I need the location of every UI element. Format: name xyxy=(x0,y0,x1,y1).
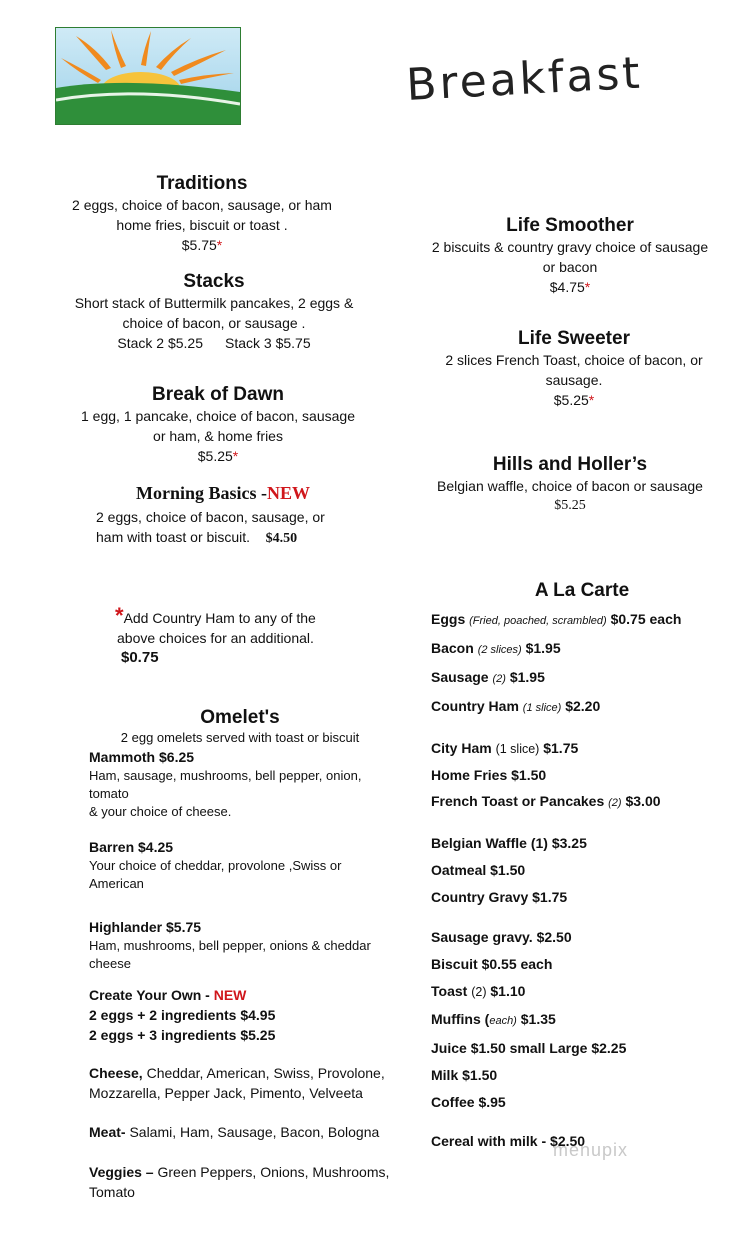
list-item: Country Gravy $1.75 xyxy=(431,889,568,905)
list-item: Home Fries $1.50 xyxy=(431,767,547,783)
life-smoother-line2: or bacon xyxy=(542,259,598,275)
life-sweeter-price: $5.25 xyxy=(553,392,589,408)
sun-logo xyxy=(55,27,241,125)
morning-basics-name: Morning Basics - xyxy=(136,483,268,503)
barren-title: Barren $4.25 xyxy=(89,839,174,855)
life-smoother-line1: 2 biscuits & country gravy choice of sausage xyxy=(431,239,709,255)
hills-price: $5.25 xyxy=(554,498,586,513)
list-item: Sausage (2) $1.95 xyxy=(431,669,545,685)
veggies-line2: Tomato xyxy=(89,1184,135,1200)
break-of-dawn-price: $5.25 xyxy=(197,448,233,464)
cheese-label: Cheese, xyxy=(89,1065,143,1081)
cheese-line1: Cheddar, American, Swiss, Provolone, xyxy=(142,1065,385,1081)
morning-basics-title xyxy=(136,483,310,504)
morning-basics-line1: 2 eggs, choice of bacon, sausage, or xyxy=(96,509,325,525)
life-smoother-price: $4.75 xyxy=(549,279,585,295)
create-title: Create Your Own - xyxy=(89,987,214,1003)
note-line2: above choices for an additional. xyxy=(117,630,314,646)
sunrise-icon xyxy=(56,28,240,124)
mammoth-line1: Ham, sausage, mushrooms, bell pepper, onion, tomato xyxy=(89,768,362,801)
life-sweeter-section xyxy=(424,328,724,410)
hills-section xyxy=(420,454,720,516)
break-of-dawn-section xyxy=(68,384,368,466)
morning-basics-line2: ham with toast or biscuit. xyxy=(96,529,251,545)
stacks-line1: Short stack of Buttermilk pancakes, 2 eggs & xyxy=(74,295,354,311)
create-line1: 2 eggs + 2 ingredients $4.95 xyxy=(89,1007,276,1023)
life-sweeter-line2: sausage. xyxy=(545,372,603,388)
list-item: Juice $1.50 small Large $2.25 xyxy=(431,1040,627,1056)
life-smoother-section xyxy=(420,215,720,297)
list-item: Belgian Waffle (1) $3.25 xyxy=(431,835,587,851)
list-item: French Toast or Pancakes (2) $3.00 xyxy=(431,793,661,809)
a-la-carte-list xyxy=(431,609,741,1151)
mammoth-line2: & your choice of cheese. xyxy=(89,804,232,819)
break-of-dawn-line2: or ham, & home fries xyxy=(153,428,283,444)
traditions-price: $5.75 xyxy=(181,237,217,253)
list-item: Bacon (2 slices) $1.95 xyxy=(431,640,561,656)
note-line1: Add Country Ham to any of the xyxy=(123,610,316,626)
traditions-section xyxy=(52,173,352,255)
hills-title: Hills and Holler’s xyxy=(492,454,648,475)
morning-basics-price: $4.50 xyxy=(265,531,298,546)
stacks-title: Stacks xyxy=(183,271,245,292)
veggies-label: Veggies – xyxy=(89,1164,154,1180)
list-item: Sausage gravy. $2.50 xyxy=(431,929,572,945)
life-sweeter-title: Life Sweeter xyxy=(518,328,630,349)
omelets-list xyxy=(89,747,399,1202)
country-ham-note xyxy=(115,603,355,668)
traditions-title: Traditions xyxy=(156,173,248,194)
create-line2: 2 eggs + 3 ingredients $5.25 xyxy=(89,1027,276,1043)
create-new: NEW xyxy=(213,987,247,1003)
list-item: Toast (2) $1.10 xyxy=(431,983,526,999)
life-sweeter-line1: 2 slices French Toast, choice of bacon, or xyxy=(445,352,703,368)
veggies-line1: Green Peppers, Onions, Mushrooms, xyxy=(153,1164,390,1180)
traditions-line2: home fries, biscuit or toast . xyxy=(116,217,288,233)
stacks-section xyxy=(52,271,376,353)
break-of-dawn-star: * xyxy=(232,448,239,464)
list-item: Biscuit $0.55 each xyxy=(431,956,553,972)
list-item: Cereal with milk - $2.50 xyxy=(431,1133,586,1149)
list-item: Milk $1.50 xyxy=(431,1067,498,1083)
traditions-star: * xyxy=(216,237,223,253)
list-item: Eggs (Fried, poached, scrambled) $0.75 each xyxy=(431,611,682,627)
omelets-header xyxy=(90,707,390,747)
hills-line1: Belgian waffle, choice of bacon or sausage xyxy=(437,478,703,494)
menu-title: Breakfast xyxy=(405,47,644,111)
a-la-carte-title: A La Carte xyxy=(534,580,630,601)
life-smoother-title: Life Smoother xyxy=(506,215,634,236)
meat-label: Meat- xyxy=(89,1124,126,1140)
note-price: $0.75 xyxy=(121,649,159,666)
list-item: Coffee $.95 xyxy=(431,1094,506,1110)
mammoth-title: Mammoth $6.25 xyxy=(89,749,195,765)
morning-basics-line2-row xyxy=(96,527,297,549)
omelets-title: Omelet's xyxy=(200,707,280,728)
life-smoother-star: * xyxy=(584,279,591,295)
stacks-price1: Stack 2 $5.25 xyxy=(117,335,203,351)
stacks-price2: Stack 3 $5.75 xyxy=(225,335,311,351)
meat-line1: Salami, Ham, Sausage, Bacon, Bologna xyxy=(125,1124,380,1140)
cheese-line2: Mozzarella, Pepper Jack, Pimento, Velveeta xyxy=(89,1085,363,1101)
highlander-line1: Ham, mushrooms, bell pepper, onions & cheddar xyxy=(89,938,371,953)
highlander-line2: cheese xyxy=(89,956,131,971)
life-sweeter-star: * xyxy=(588,392,595,408)
barren-line1: Your choice of cheddar, provolone ,Swiss or American xyxy=(89,858,342,891)
break-of-dawn-line1: 1 egg, 1 pancake, choice of bacon, sausage xyxy=(81,408,355,424)
list-item: Country Ham (1 slice) $2.20 xyxy=(431,698,601,714)
list-item: Muffins (each) $1.35 xyxy=(431,1011,556,1027)
note-star: * xyxy=(115,603,124,628)
list-item: Oatmeal $1.50 xyxy=(431,862,526,878)
stacks-line2: choice of bacon, or sausage . xyxy=(122,315,306,331)
omelets-subtitle: 2 egg omelets served with toast or biscuit xyxy=(120,730,360,745)
highlander-title: Highlander $5.75 xyxy=(89,919,202,935)
morning-basics-new: NEW xyxy=(267,483,311,503)
list-item: City Ham (1 slice) $1.75 xyxy=(431,740,579,756)
break-of-dawn-title: Break of Dawn xyxy=(152,384,284,405)
watermark-text: menupix xyxy=(552,1140,628,1160)
traditions-line1: 2 eggs, choice of bacon, sausage, or ham xyxy=(72,197,332,213)
